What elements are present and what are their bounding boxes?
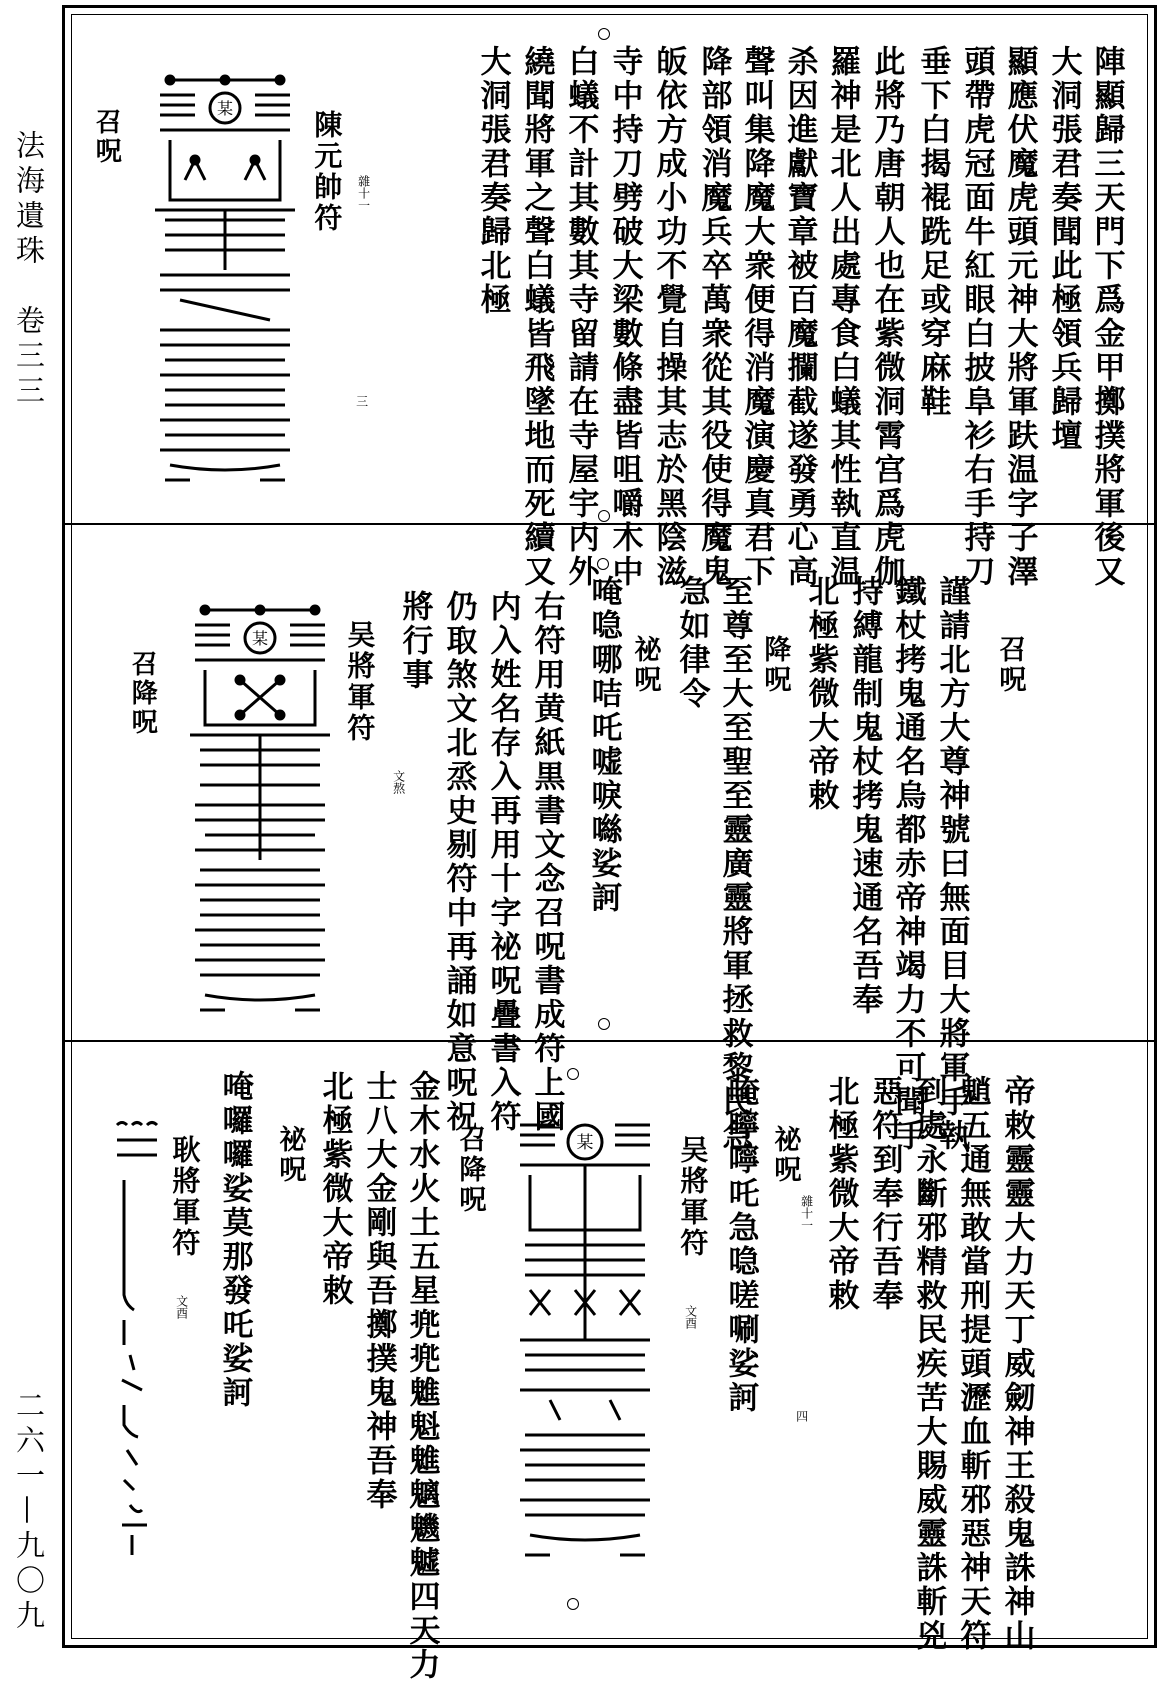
talisman-title: 耿將軍符 bbox=[168, 1135, 202, 1259]
text-column: 北極紫微大帝敕 bbox=[802, 575, 839, 813]
seal-char: 某 bbox=[251, 629, 269, 648]
talisman-note: 文酉 bbox=[683, 1305, 698, 1329]
text-column: 唵喼哪咭吒嘘唳噝娑訶 bbox=[585, 575, 622, 915]
side-label: 召降呪 bbox=[127, 650, 158, 737]
talisman-title: 陳元帥符 bbox=[310, 110, 344, 234]
text-column: 杀因進獻寶章被百魔攔截遂發勇心高 bbox=[781, 45, 818, 589]
text-column: 帝敕靈靈大力天丁威劒神王殺鬼誅神山 bbox=[998, 1075, 1035, 1653]
talisman-note: 雜十一 bbox=[356, 175, 371, 211]
text-column: 降部領消魔兵卒萬衆從其役使得魔鬼 bbox=[695, 45, 732, 589]
circle-mark bbox=[597, 558, 609, 570]
text-column: 北極紫微大帝敕 bbox=[822, 1075, 859, 1313]
talisman-drawing bbox=[510, 1100, 660, 1580]
section-heading: 召呪 bbox=[994, 635, 1026, 695]
text-column: 將行事 bbox=[396, 590, 433, 692]
text-column: 北極紫微大帝敕 bbox=[316, 1070, 353, 1308]
text-column: 唵嚀嚀吒急喼嗟唰娑訶 bbox=[722, 1075, 759, 1415]
text-column: 聲叫集降魔大衆便得消魔演慶真君下 bbox=[738, 45, 775, 589]
text-column: 惡符到奉行吾奉 bbox=[866, 1075, 903, 1313]
text-column: 羅神是北人出處專食白蟻其性執直温 bbox=[824, 45, 861, 589]
text-column: 内入姓名存入再用十字祕呪疊書入符 bbox=[484, 590, 521, 1134]
text-column: 顯應伏魔虎頭元神大將軍趺温字子澤 bbox=[1001, 45, 1038, 589]
text-column: 金木水火土五星兠兠魋魁魋魑魕魖四天力 bbox=[403, 1070, 440, 1682]
text-column: 右符用黄紙黒書文念召呪書成符上國 bbox=[528, 590, 565, 1134]
text-column: 陣顯歸三天門下爲金甲擲撲將軍後又 bbox=[1088, 45, 1125, 589]
section-heading: 祕呪 bbox=[629, 635, 661, 695]
text-column: 唵囉囉娑莫那發吒娑訶 bbox=[216, 1070, 253, 1410]
text-column: 仍取煞文北烝史剔符中再誦如意呪祝 bbox=[440, 590, 477, 1134]
text-column: 魈五通無敢當刑提頭瀝血斬邪惡神天符 bbox=[954, 1075, 991, 1653]
text-column: 此將乃唐朝人也在紫微洞霄宫爲虎伽 bbox=[868, 45, 905, 589]
text-column: 急如律令 bbox=[673, 575, 710, 711]
section-heading: 祕呪 bbox=[769, 1125, 801, 1185]
section-heading: 降呪 bbox=[759, 635, 791, 695]
text-column: 鐵杖拷鬼通名烏都赤帝神竭力不可聞手 bbox=[889, 575, 926, 1153]
number-mark: 四 bbox=[794, 1410, 809, 1422]
circle-mark bbox=[598, 510, 610, 522]
talisman-title: 吴將軍符 bbox=[343, 620, 377, 744]
talisman-drawing bbox=[150, 70, 300, 490]
seal-char: 某 bbox=[576, 1133, 594, 1153]
text-column: 繞聞將軍之聲白蟻皆飛墜地而死續又 bbox=[518, 45, 555, 589]
text-column: 頭帶虎冠面牛紅眼白披阜衫右手持刀 bbox=[958, 45, 995, 589]
text-column: 皈依方成小功不覺自操其志於黑陰滋 bbox=[650, 45, 687, 589]
text-column: 大洞張君奏歸北極 bbox=[474, 45, 511, 317]
page-number: 二六一—九〇九 bbox=[12, 1390, 46, 1635]
text-column: 寺中持刀劈破大梁數條盡皆咀嚼木中 bbox=[606, 45, 643, 589]
talisman-drawing bbox=[185, 600, 335, 1020]
section-divider-2 bbox=[62, 1040, 1157, 1042]
circle-mark bbox=[567, 1598, 579, 1610]
text-column: 士八大金剛與吾擲撲鬼神吾奉 bbox=[360, 1070, 397, 1512]
side-label: 召呪 bbox=[91, 108, 122, 166]
text-column: 持縛龍制鬼杖拷鬼速通名吾奉 bbox=[846, 575, 883, 1017]
talisman-note: 文熬 bbox=[391, 770, 406, 794]
talisman-drawing bbox=[112, 1105, 162, 1565]
text-column: 謹請北方大尊神號曰無面目大將軍手執 bbox=[933, 575, 970, 1153]
talisman-note: 文酉 bbox=[174, 1295, 189, 1319]
circle-mark bbox=[598, 28, 610, 40]
talisman-number: 三 bbox=[354, 395, 369, 407]
note: 雜十一 bbox=[799, 1195, 814, 1231]
text-column: 垂下白揭裩跣足或穿麻鞋 bbox=[914, 45, 951, 419]
section-heading: 祕呪 bbox=[274, 1125, 306, 1185]
text-column: 白蟻不計其數其寺留請在寺屋宇内外 bbox=[562, 45, 599, 589]
circle-mark bbox=[598, 1018, 610, 1030]
text-column: 到處永斷邪精救民疾苦大賜威靈誅斬兇 bbox=[910, 1075, 947, 1653]
text-column: 至尊至大至聖至靈廣靈將軍拯救黎民急 bbox=[716, 575, 753, 1153]
running-title: 法海遺珠 卷三三 bbox=[12, 130, 46, 410]
seal-char: 某 bbox=[216, 99, 234, 118]
talisman-title: 吴將軍符 bbox=[676, 1135, 710, 1259]
section-heading: 召降呪 bbox=[454, 1125, 486, 1215]
circle-mark bbox=[567, 1068, 579, 1080]
text-column: 大洞張君奏聞此極領兵歸壇 bbox=[1045, 45, 1082, 453]
